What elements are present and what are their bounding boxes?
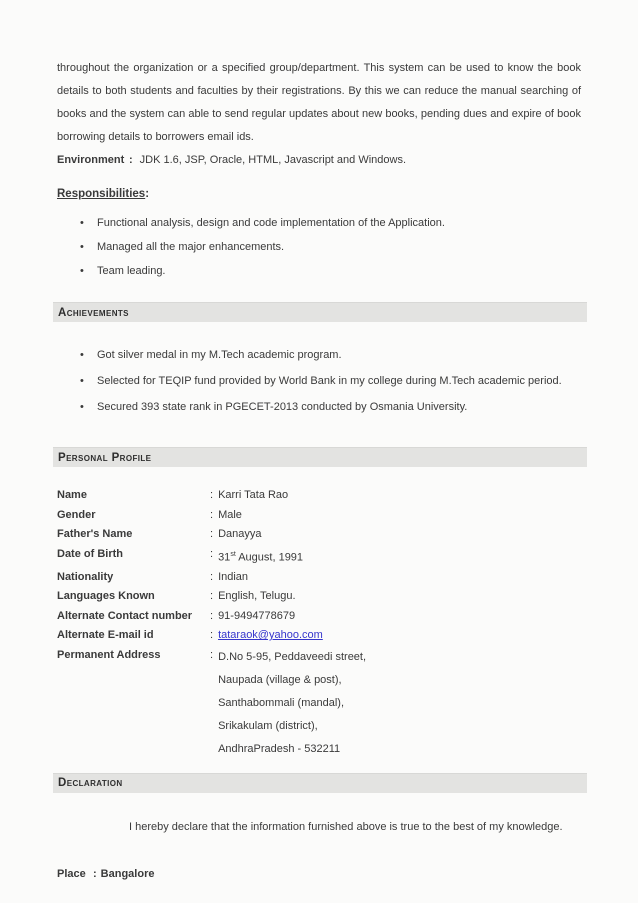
profile-field-value: Karri Tata Rao: [218, 489, 289, 501]
profile-field-label: Name: [57, 489, 87, 501]
responsibilities-heading-colon: :: [145, 188, 150, 200]
profile-row: [57, 626, 581, 646]
profile-field-colon: :: [210, 570, 214, 583]
profile-field-colon: :: [210, 489, 214, 501]
profile-field-colon: :: [210, 590, 214, 603]
address-line: AndhraPradesh - 532211: [218, 742, 341, 755]
bullet-item: [57, 211, 581, 235]
bullet-text: Selected for TEQIP fund provided by World Bank in my college during M.Tech academic period.: [97, 375, 562, 387]
achievements-section-title: Achievements: [58, 306, 129, 319]
profile-field-value: Indian: [218, 570, 249, 583]
profile-row: [57, 568, 581, 588]
profile-field-label: Permanent Address: [57, 648, 161, 661]
profile-row: [57, 545, 581, 568]
bullet-item: [57, 235, 581, 259]
profile-row: [57, 486, 581, 506]
address-line: D.No 5-95, Peddaveedi street,: [218, 650, 367, 663]
profile-field-label: Languages Known: [57, 590, 155, 603]
profile-field-label: Nationality: [57, 570, 114, 583]
profile-field-colon: :: [210, 648, 214, 661]
declaration-section-header: [53, 773, 587, 793]
bullet-item: [57, 259, 581, 283]
profile-field-label: Alternate E-mail id: [57, 629, 154, 642]
profile-field-colon: :: [210, 547, 214, 560]
place-value: Bangalore: [100, 867, 155, 880]
bullet-item: [57, 342, 581, 368]
profile-field-label: Gender: [57, 508, 96, 521]
personal-profile-section-title: Personal Profile: [58, 451, 152, 464]
bullet-text: Team leading.: [97, 265, 166, 277]
bullet-item: [57, 394, 581, 420]
personal-profile-section-header: [53, 447, 587, 467]
place-label: Place: [57, 867, 86, 880]
address-line: Srikakulam (district),: [218, 719, 318, 732]
declaration-section-title: Declaration: [58, 777, 123, 790]
personal-profile-fields: [57, 486, 581, 761]
place-colon: :: [93, 867, 97, 880]
email-link[interactable]: tataraok@yahoo.com: [218, 629, 323, 642]
profile-field-value: 31st August, 1991: [218, 550, 304, 564]
profile-field-value: [218, 626, 323, 646]
profile-field-colon: :: [210, 528, 214, 540]
profile-field-colon: :: [210, 508, 214, 521]
environment-line: [57, 149, 581, 172]
bullet-text: Managed all the major enhancements.: [97, 241, 285, 253]
environment-label: Environment: [57, 154, 125, 166]
bullet-text: Secured 393 state rank in PGECET-2013 conducted by Osmania University.: [97, 401, 468, 413]
profile-field-label: Alternate Contact number: [57, 609, 193, 622]
profile-row: [57, 607, 581, 627]
declaration-text: I hereby declare that the information furnished above is true to the best of my knowledge.: [129, 820, 563, 833]
profile-row: [57, 506, 581, 526]
bullet-icon: •: [80, 349, 84, 361]
responsibilities-heading-text: Responsibilities: [57, 188, 146, 200]
environment-value: JDK 1.6, JSP, Oracle, HTML, Javascript and Windows.: [139, 154, 407, 166]
profile-field-value: 91-9494778679: [218, 609, 296, 622]
profile-field-value: [218, 646, 366, 761]
profile-field-colon: :: [210, 609, 214, 622]
responsibilities-heading: [57, 184, 581, 204]
profile-field-label: Date of Birth: [57, 547, 123, 560]
intro-paragraph: throughout the organization or a specified group/department. This system can be used to know the book details to both students and faculties by their registrations. By this we can reduce the manual searching of books and the system can able to send regular updates about new books, pending dues and expire of book borrowing details to borrowers email ids.: [57, 62, 581, 143]
profile-field-colon: :: [210, 629, 214, 642]
bullet-icon: •: [80, 241, 84, 253]
bullet-icon: •: [80, 265, 84, 277]
place-line: [57, 864, 581, 884]
achievements-list: [57, 342, 581, 420]
achievements-section-header: [53, 302, 587, 322]
profile-field-value: Male: [218, 508, 242, 521]
profile-field-value: Danayya: [218, 528, 262, 540]
responsibilities-list: [57, 211, 581, 283]
bullet-item: [57, 368, 581, 394]
profile-field-label: Father's Name: [57, 528, 133, 540]
profile-row: [57, 525, 581, 545]
bullet-text: Got silver medal in my M.Tech academic program.: [97, 349, 342, 361]
address-line: Santhabommali (mandal),: [218, 696, 345, 709]
bullet-icon: •: [80, 375, 84, 387]
ordinal-suffix: st: [230, 550, 236, 558]
profile-row: [57, 646, 581, 761]
profile-field-value: English, Telugu.: [218, 590, 296, 603]
bullet-icon: •: [80, 401, 84, 413]
profile-row: [57, 587, 581, 607]
address-line: Naupada (village & post),: [218, 673, 342, 686]
bullet-text: Functional analysis, design and code implementation of the Application.: [97, 217, 445, 229]
environment-colon: :: [129, 154, 133, 166]
bullet-icon: •: [80, 217, 84, 229]
